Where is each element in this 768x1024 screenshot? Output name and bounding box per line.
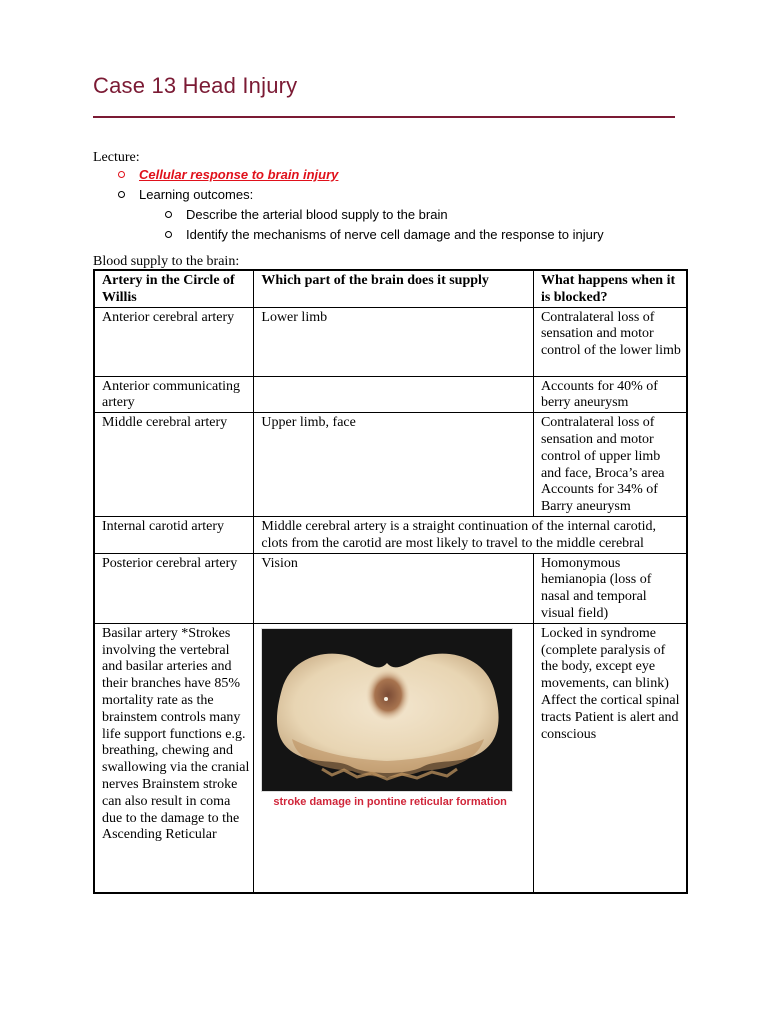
supply-cell-merged: Middle cerebral artery is a straight continuation of the internal carotid, clots from the carotid are most likely to travel to the middle cerebral	[254, 516, 687, 553]
table-row	[94, 516, 687, 553]
section-label: Blood supply to the brain:	[93, 254, 240, 269]
brainstem-stroke-image	[261, 628, 513, 792]
blocked-cell: Contralateral loss of sensation and motor control of upper limb and face, Broca’s area Accounts for 34% of Barry aneurysm	[533, 413, 687, 517]
artery-cell: Posterior cerebral artery	[94, 553, 254, 623]
artery-cell: Middle cerebral artery	[94, 413, 254, 517]
column-header-supply: Which part of the brain does it supply	[254, 270, 534, 307]
outline-item-link[interactable]	[118, 167, 338, 182]
artery-cell: Anterior cerebral artery	[94, 307, 254, 376]
outline-subitem	[165, 207, 448, 222]
blocked-cell: Homonymous hemianopia (loss of nasal and temporal visual field)	[533, 553, 687, 623]
blood-supply-table	[93, 269, 688, 894]
page-title: Case 13 Head Injury	[93, 73, 298, 98]
table-row	[94, 623, 687, 893]
supply-cell: Upper limb, face	[254, 413, 534, 517]
table-row	[94, 376, 687, 413]
supply-cell: Vision	[254, 553, 534, 623]
lecture-label: Lecture:	[93, 150, 140, 165]
artery-cell: Basilar artery *Strokes involving the vertebral and basilar arteries and their branches have 85% mortality rate as the brainstem controls many life support functions e.g. breathing, chewing and swallowing via the cranial nerves Brainstem stroke can also result in coma due to the damage to the Ascending Reticular	[94, 623, 254, 893]
blocked-cell: Accounts for 40% of berry aneurysm	[533, 376, 687, 413]
blocked-cell: Contralateral loss of sensation and motor control of the lower limb	[533, 307, 687, 376]
outline-item	[118, 187, 253, 202]
artery-cell: Anterior communicating artery	[94, 376, 254, 413]
blocked-cell: Locked in syndrome (complete paralysis of the body, except eye movements, can blink) Affect the cortical spinal tracts Patient is alert and conscious	[533, 623, 687, 893]
column-header-blocked: What happens when it is blocked?	[533, 270, 687, 307]
table-row	[94, 553, 687, 623]
bullet-icon	[165, 231, 172, 238]
outline-subitem-label: Describe the arterial blood supply to the brain	[186, 207, 448, 222]
artery-cell: Internal carotid artery	[94, 516, 254, 553]
outline-item-label: Learning outcomes:	[139, 187, 254, 202]
image-cell	[254, 623, 534, 893]
bullet-icon	[118, 191, 125, 198]
outline-subitem-label: Identify the mechanisms of nerve cell damage and the response to injury	[186, 227, 604, 242]
supply-cell	[254, 376, 534, 413]
supply-cell: Lower limb	[254, 307, 534, 376]
table-header-row	[94, 270, 687, 307]
column-header-artery: Artery in the Circle of Willis	[94, 270, 254, 307]
image-caption: stroke damage in pontine reticular formation	[273, 795, 507, 808]
link-cellular-response[interactable]: Cellular response to brain injury	[139, 167, 339, 182]
bullet-icon	[165, 211, 172, 218]
table-row	[94, 307, 687, 376]
bullet-icon	[118, 171, 125, 178]
title-divider	[93, 116, 675, 118]
outline-subitem	[165, 227, 604, 242]
table-row	[94, 413, 687, 517]
